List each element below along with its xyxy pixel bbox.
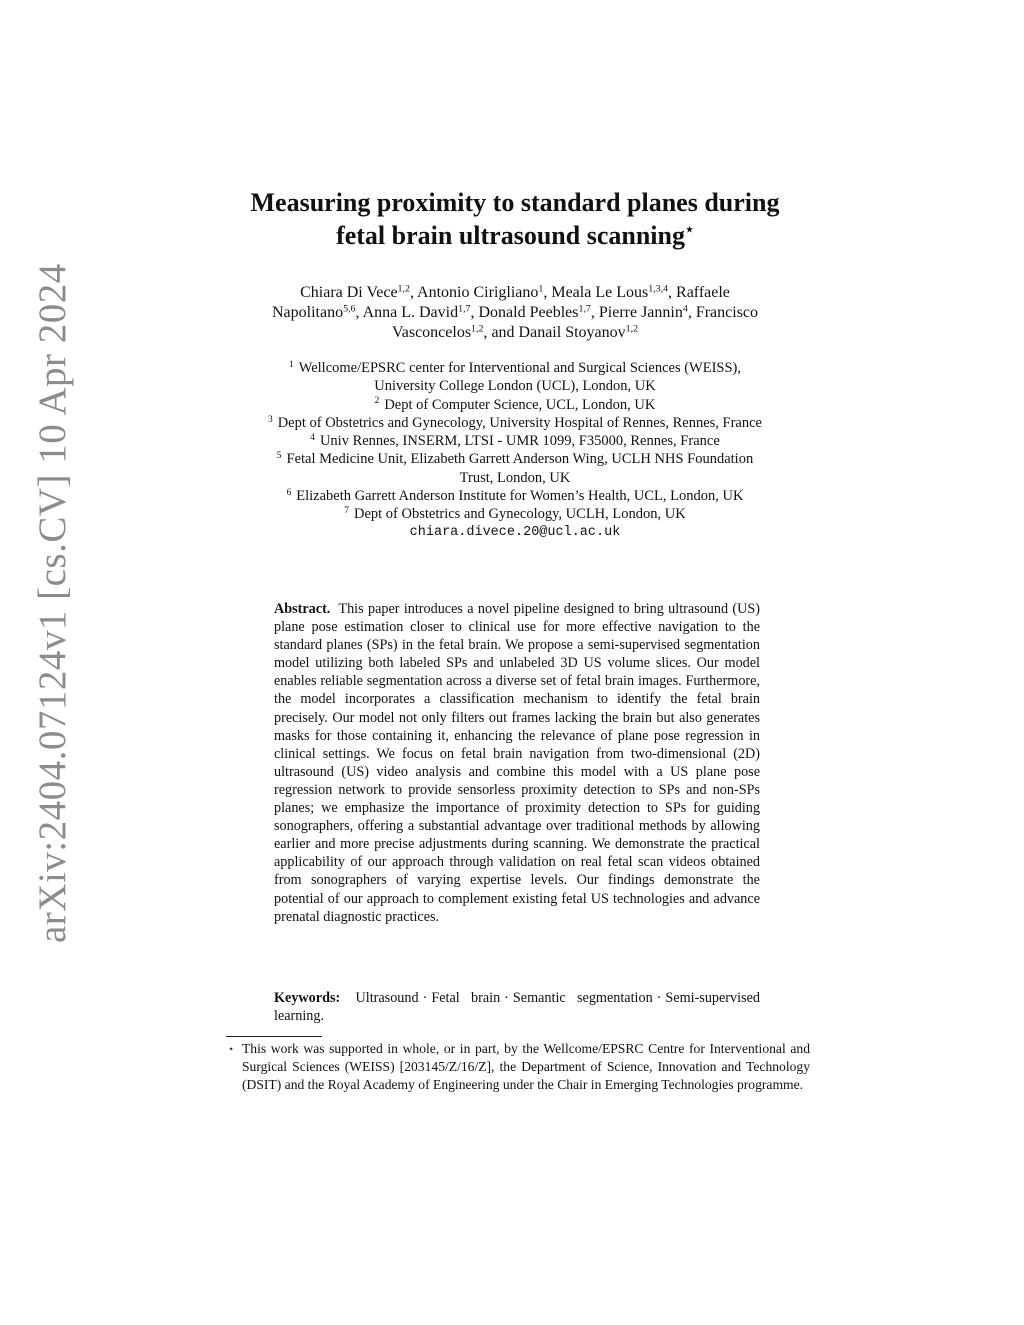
- author-affil-sup: 1,2: [397, 283, 410, 295]
- author-name: , Anna L. David: [355, 304, 459, 321]
- affiliation-2: [220, 396, 810, 414]
- affiliation-1: [220, 359, 810, 377]
- affiliation-number: 2: [374, 396, 380, 407]
- abstract: [274, 600, 760, 926]
- author-name: Napolitano: [271, 304, 344, 321]
- author-name: , Francisco: [687, 304, 759, 321]
- footnote-text: This work was supported in whole, or in part, by the Wellcome/EPSRC Centre for Interventional and Surgical Sciences (WEISS) [203145/Z/16/Z], the Department of Science, Innovation and Technology (DSIT) and the Royal Academy of Engineering under the Chair in Emerging Technologies programme.: [242, 1041, 810, 1092]
- author-affil-sup: 1,3,4: [648, 283, 669, 295]
- affiliation-5: [220, 450, 810, 468]
- affiliation-text: Dept of Obstetrics and Gynecology, UCLH, London, UK: [354, 506, 686, 523]
- keyword-item: Semi-supervised learning.: [274, 990, 760, 1025]
- affiliation-text: Fetal Medicine Unit, Elizabeth Garrett Anderson Wing, UCLH NHS Foundation: [286, 451, 754, 468]
- title-line-1: Measuring proximity to standard planes during: [250, 188, 780, 217]
- affiliation-5-cont: Trust, London, UK: [459, 469, 571, 486]
- keywords-label: Keywords:: [274, 990, 341, 1006]
- author-affil-sup: 1: [538, 283, 544, 295]
- arxiv-identifier-stamp: arXiv:2404.07124v1 [cs.CV] 10 Apr 2024: [31, 263, 74, 943]
- author-name: Chiara Di Vece: [300, 284, 398, 301]
- affiliation-number: 4: [310, 433, 315, 444]
- author-line-3: [220, 323, 810, 343]
- author-name: Vasconcelos: [391, 324, 472, 341]
- affiliation-1-cont: University College London (UCL), London, UK: [374, 378, 656, 395]
- affiliation-number: 3: [267, 414, 273, 425]
- author-affil-sup: 1,7: [578, 303, 591, 315]
- affiliation-text: Elizabeth Garrett Anderson Institute for Women’s Health, UCL, London, UK: [296, 488, 744, 505]
- affiliation-text: Univ Rennes, INSERM, LTSI - UMR 1099, F35000, Rennes, France: [319, 433, 720, 450]
- abstract-label: Abstract.: [274, 601, 331, 617]
- paper-title: [220, 186, 810, 252]
- author-name: , Antonio Cirigliano: [409, 284, 539, 301]
- keyword-separator: ·: [422, 990, 428, 1006]
- affiliation-6: [220, 487, 810, 505]
- keyword-separator: ·: [504, 990, 509, 1006]
- author-list: [220, 283, 810, 343]
- keyword-item: Ultrasound: [355, 990, 419, 1006]
- affiliation-text: Dept of Obstetrics and Gynecology, University Hospital of Rennes, Rennes, France: [277, 414, 762, 431]
- affiliation-number: 6: [286, 487, 292, 498]
- keyword-item: Fetal brain: [431, 990, 501, 1006]
- affiliation-4: [220, 432, 810, 450]
- footnote-rule: [226, 1036, 322, 1037]
- title-line-2: [220, 219, 810, 252]
- author-name: , Pierre Jannin: [590, 304, 683, 321]
- author-name: , Meala Le Lous: [543, 284, 649, 301]
- author-name: , Raffaele: [668, 284, 730, 301]
- keyword-item: Semantic segmentation: [512, 990, 653, 1006]
- affiliation-7: [220, 505, 810, 523]
- author-name: , and Danail Stoyanov: [483, 324, 626, 341]
- affiliation-number: 7: [344, 506, 349, 517]
- keywords: [274, 989, 760, 1025]
- affiliation-3: [220, 414, 810, 432]
- affiliation-text: Wellcome/EPSRC center for Interventional and Surgical Sciences (WEISS),: [298, 360, 741, 376]
- author-affil-sup: 5,6: [343, 303, 356, 315]
- funding-footnote: [226, 1040, 810, 1093]
- author-affil-sup: 4: [682, 303, 688, 315]
- keyword-separator: ·: [656, 990, 662, 1006]
- corresponding-email-link[interactable]: chiara.divece.20@ucl.ac.uk: [409, 524, 621, 540]
- affiliation-number: 5: [276, 451, 282, 462]
- abstract-text: This paper introduces a novel pipeline designed to bring ultrasound (US) plane pose estimation closer to clinical use for more effective navigation to the standard planes (SPs) in the fetal brain. We propose a semi-supervised segmentation model utilizing both labeled SPs and unlabeled 3D US volume slices. Our model enables reliable segmentation across a diverse set of fetal brain images. Furthermore, the model incorporates a classification mechanism to identify the fetal brain precisely. Our model not only filters out frames lacking the brain but also generates masks for those containing it, enhancing the relevance of plane pose regression in clinical settings. We focus on fetal brain navigation from two-dimensional (2D) ultrasound (US) video analysis and combine this model with a US plane pose regression network to provide sensorless proximity detection to SPs and non-SPs planes; we emphasize the importance of proximity detection to SPs for guiding sonographers, offering a substantial advantage over traditional methods by allowing earlier and more precise adjustments during scanning. We demonstrate the practical applicability of our approach through validation on real fetal scan videos obtained from sonographers of varying expertise levels. Our findings demonstrate the potential of our approach to complement existing fetal US technologies and advance prenatal diagnostic practices.: [274, 601, 760, 925]
- author-line-1: [220, 283, 810, 303]
- affiliation-list: [220, 359, 810, 542]
- title-footnote-mark: ⋆: [684, 222, 694, 238]
- title-line-2-text: fetal brain ultrasound scanning: [336, 221, 685, 250]
- author-affil-sup: 1,2: [625, 323, 639, 335]
- author-name: , Donald Peebles: [470, 304, 579, 321]
- affiliation-number: 1: [288, 359, 294, 370]
- author-affil-sup: 1,7: [458, 303, 471, 315]
- footnote-mark: ⋆: [228, 1044, 235, 1055]
- author-affil-sup: 1,2: [471, 323, 484, 335]
- author-line-2: [220, 303, 810, 323]
- affiliation-text: Dept of Computer Science, UCL, London, UK: [384, 396, 656, 413]
